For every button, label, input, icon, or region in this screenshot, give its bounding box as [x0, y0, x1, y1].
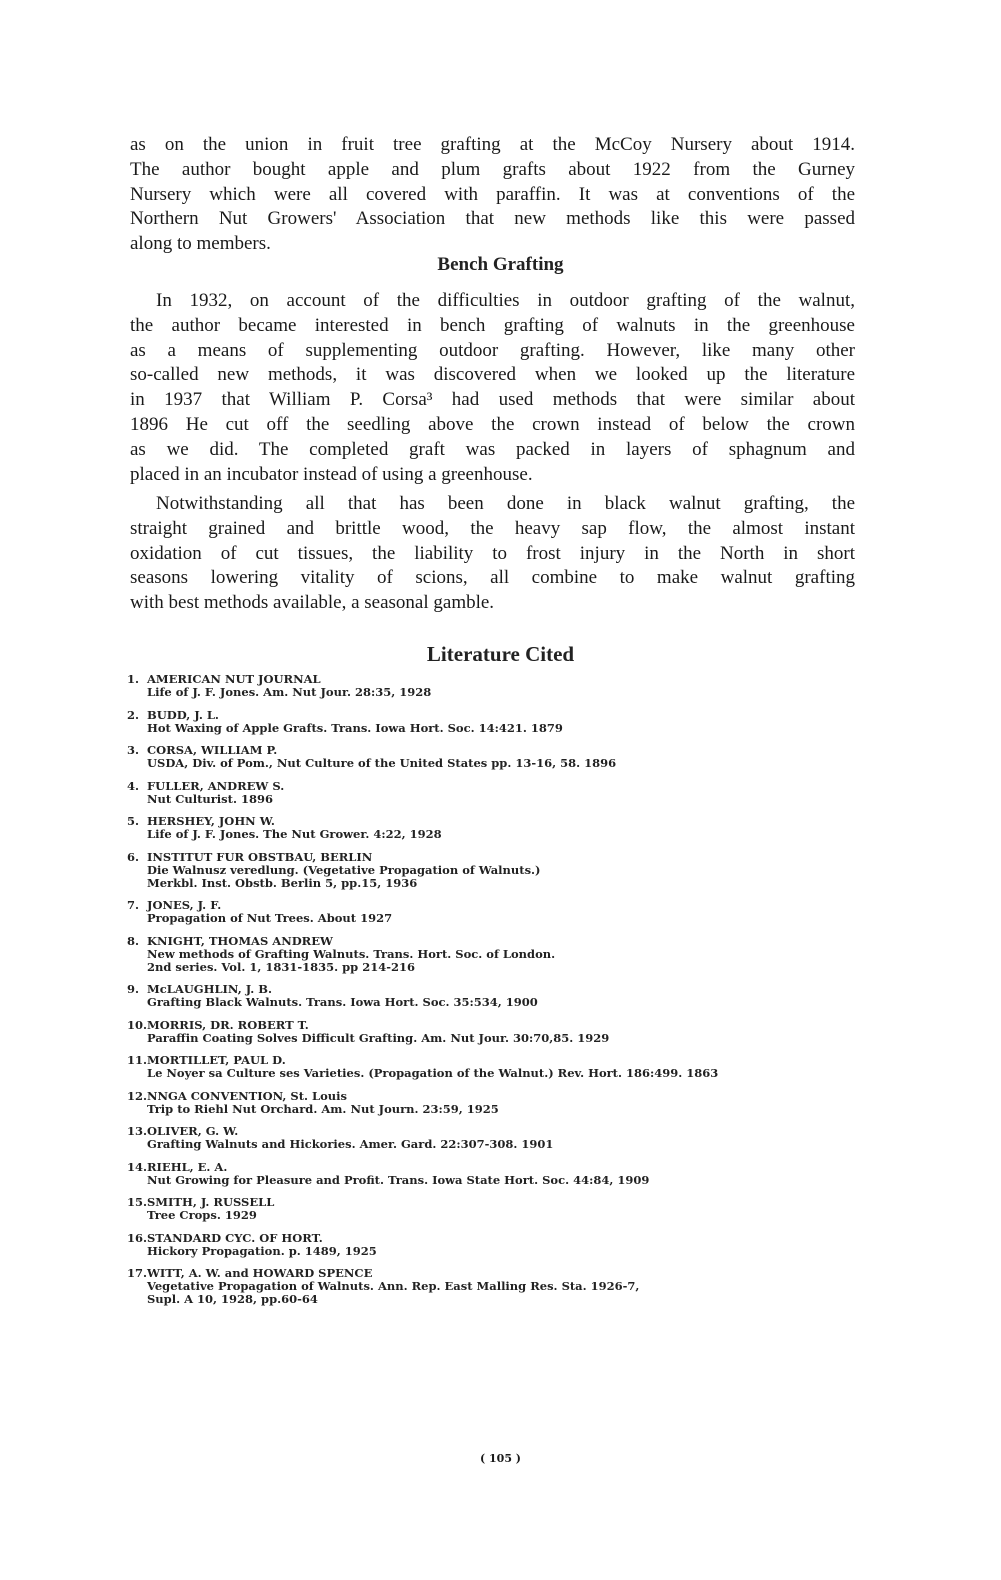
- reference-detail: Tree Crops. 1929: [147, 1208, 257, 1222]
- reference-detail: Nut Growing for Pleasure and Profit. Trans. Iowa State Hort. Soc. 44:84, 1909: [147, 1172, 650, 1187]
- reference-entry: [127, 1090, 867, 1116]
- heading-bench-grafting: Bench Grafting: [437, 254, 564, 275]
- reference-entry: [127, 1196, 867, 1222]
- reference-number: 14.: [127, 1159, 148, 1174]
- text-line: placed in an incubator instead of using a greenhouse.: [130, 463, 533, 485]
- text-line: as a means of supplementing outdoor grafting. However, like many other: [130, 339, 855, 361]
- reference-entry: [127, 815, 867, 841]
- reference-author: RIEHL, E. A.: [147, 1159, 228, 1174]
- reference-number: 4.: [127, 778, 140, 793]
- reference-entry: [127, 1267, 867, 1306]
- reference-number: 10.: [127, 1017, 148, 1032]
- reference-header: [127, 851, 867, 864]
- reference-author: STANDARD CYC. OF HORT.: [147, 1230, 323, 1245]
- reference-author: McLAUGHLIN, J. B.: [147, 982, 272, 996]
- reference-header: [127, 1019, 867, 1032]
- text-line: in 1937 that William P. Corsa³ had used methods that were similar about: [130, 389, 855, 411]
- reference-author: OLIVER, G. W.: [147, 1124, 239, 1138]
- reference-author: KNIGHT, THOMAS ANDREW: [147, 933, 333, 948]
- paragraph-intro: [130, 133, 855, 257]
- text-line: straight grained and brittle wood, the heavy sap flow, the almost instant: [130, 517, 855, 539]
- reference-entry: [127, 744, 867, 770]
- text-line: so-called new methods, it was discovered when we looked up the literature: [130, 364, 855, 386]
- reference-author: JONES, J. F.: [147, 898, 222, 912]
- text-line: as on the union in fruit tree grafting at the McCoy Nursery about 1914.: [130, 134, 855, 155]
- reference-detail: Hickory Propagation. p. 1489, 1925: [147, 1243, 377, 1258]
- reference-number: 8.: [127, 933, 140, 948]
- paragraph-notwithstanding: [130, 492, 855, 616]
- text-line: with best methods available, a seasonal gamble.: [130, 592, 495, 614]
- text-line: Notwithstanding all that has been done in black walnut grafting, the: [156, 493, 855, 514]
- reference-header: [127, 1161, 867, 1174]
- reference-detail: Grafting Walnuts and Hickories. Amer. Gard. 22:307-308. 1901: [147, 1137, 554, 1151]
- reference-detail: Trip to Riehl Nut Orchard. Am. Nut Journ. 23:59, 1925: [147, 1101, 499, 1116]
- reference-number: 16.: [127, 1230, 148, 1245]
- reference-entry: [127, 1054, 867, 1080]
- text-line: In 1932, on account of the difficulties in outdoor grafting of the walnut,: [156, 290, 855, 311]
- reference-author: SMITH, J. RUSSELL: [147, 1195, 275, 1209]
- reference-entry: [127, 1125, 867, 1151]
- reference-number: 15.: [127, 1195, 148, 1209]
- reference-number: 6.: [127, 849, 140, 864]
- heading-literature-cited: Literature Cited: [426, 642, 575, 666]
- reference-entry: [127, 935, 867, 974]
- text-line: oxidation of cut tissues, the liability to frost injury in the North in short: [130, 542, 855, 564]
- reference-entry: [127, 1019, 867, 1045]
- reference-author: MORRIS, DR. ROBERT T.: [147, 1017, 309, 1032]
- reference-detail: Propagation of Nut Trees. About 1927: [147, 911, 393, 925]
- reference-number: 11.: [127, 1053, 148, 1067]
- reference-detail: Life of J. F. Jones. Am. Nut Jour. 28:35, 1928: [147, 685, 432, 699]
- reference-number: 5.: [127, 814, 140, 828]
- reference-author: WITT, A. W. and HOWARD SPENCE: [147, 1266, 373, 1280]
- reference-number: 3.: [127, 743, 140, 757]
- text-line: seasons lowering vitality of scions, all combine to make walnut grafting: [130, 567, 855, 589]
- reference-number: 17.: [127, 1266, 148, 1280]
- text-line: along to members.: [130, 233, 271, 255]
- reference-detail: Vegetative Propagation of Walnuts. Ann. Rep. East Malling Res. Sta. 1926-7,: [147, 1279, 640, 1293]
- reference-number: 7.: [127, 898, 140, 912]
- reference-header: [127, 1090, 867, 1103]
- reference-detail: 2nd series. Vol. 1, 1831-1835. pp 214-216: [147, 959, 416, 974]
- reference-author: FULLER, ANDREW S.: [147, 778, 285, 793]
- reference-author: BUDD, J. L.: [147, 707, 219, 722]
- reference-detail: Nut Culturist. 1896: [147, 791, 273, 806]
- reference-author: CORSA, WILLIAM P.: [147, 743, 278, 757]
- reference-detail: Life of J. F. Jones. The Nut Grower. 4:22, 1928: [147, 827, 442, 841]
- reference-detail: Supl. A 10, 1928, pp.60-64: [147, 1292, 318, 1306]
- reference-header: [127, 935, 867, 948]
- text-line: the author became interested in bench grafting of walnuts in the greenhouse: [130, 314, 855, 336]
- page-number: ( 105 ): [479, 1452, 522, 1465]
- reference-header: [127, 1232, 867, 1245]
- reference-entry: [127, 899, 867, 925]
- reference-entry: [127, 1161, 867, 1187]
- reference-number: 9.: [127, 982, 140, 996]
- reference-detail: Le Noyer sa Culture ses Varieties. (Propagation of the Walnut.) Rev. Hort. 186:499. 1863: [147, 1066, 719, 1080]
- text-line: as we did. The completed graft was packed in layers of sphagnum and: [130, 438, 855, 460]
- text-line: The author bought apple and plum grafts about 1922 from the Gurney: [130, 158, 855, 180]
- reference-detail: Grafting Black Walnuts. Trans. Iowa Hort. Soc. 35:534, 1900: [147, 995, 538, 1009]
- reference-detail: USDA, Div. of Pom., Nut Culture of the United States pp. 13-16, 58. 1896: [147, 756, 617, 770]
- reference-entry: [127, 983, 867, 1009]
- reference-header: [127, 709, 867, 722]
- text-line: 1896 He cut off the seedling above the crown instead of below the crown: [130, 413, 855, 435]
- reference-number: 1.: [127, 672, 140, 686]
- reference-detail: Hot Waxing of Apple Grafts. Trans. Iowa Hort. Soc. 14:421. 1879: [147, 720, 563, 735]
- reference-number: 13.: [127, 1124, 148, 1138]
- text-line: Northern Nut Growers' Association that new methods like this were passed: [130, 208, 855, 230]
- reference-author: HERSHEY, JOHN W.: [147, 814, 275, 828]
- reference-entry: [127, 1232, 867, 1258]
- reference-entry: [127, 851, 867, 890]
- references-list: [127, 673, 867, 1316]
- reference-author: NNGA CONVENTION, St. Louis: [147, 1088, 347, 1103]
- reference-detail: Merkbl. Inst. Obstb. Berlin 5, pp.15, 1936: [147, 875, 418, 890]
- reference-number: 12.: [127, 1088, 148, 1103]
- reference-entry: [127, 780, 867, 806]
- reference-detail: Paraffin Coating Solves Difficult Grafting. Am. Nut Jour. 30:70,85. 1929: [147, 1030, 610, 1045]
- reference-author: AMERICAN NUT JOURNAL: [147, 672, 321, 686]
- reference-entry: [127, 709, 867, 735]
- reference-number: 2.: [127, 707, 140, 722]
- reference-entry: [127, 673, 867, 699]
- text-line: Nursery which were all covered with paraffin. It was at conventions of the: [130, 183, 855, 205]
- reference-detail: Die Walnusz veredlung. (Vegetative Propagation of Walnuts.): [147, 862, 541, 877]
- reference-author: MORTILLET, PAUL D.: [147, 1053, 286, 1067]
- reference-header: [127, 780, 867, 793]
- reference-detail: New methods of Grafting Walnuts. Trans. Hort. Soc. of London.: [147, 946, 556, 961]
- reference-author: INSTITUT FUR OBSTBAU, BERLIN: [147, 849, 373, 864]
- paragraph-bench-grafting: [130, 289, 855, 487]
